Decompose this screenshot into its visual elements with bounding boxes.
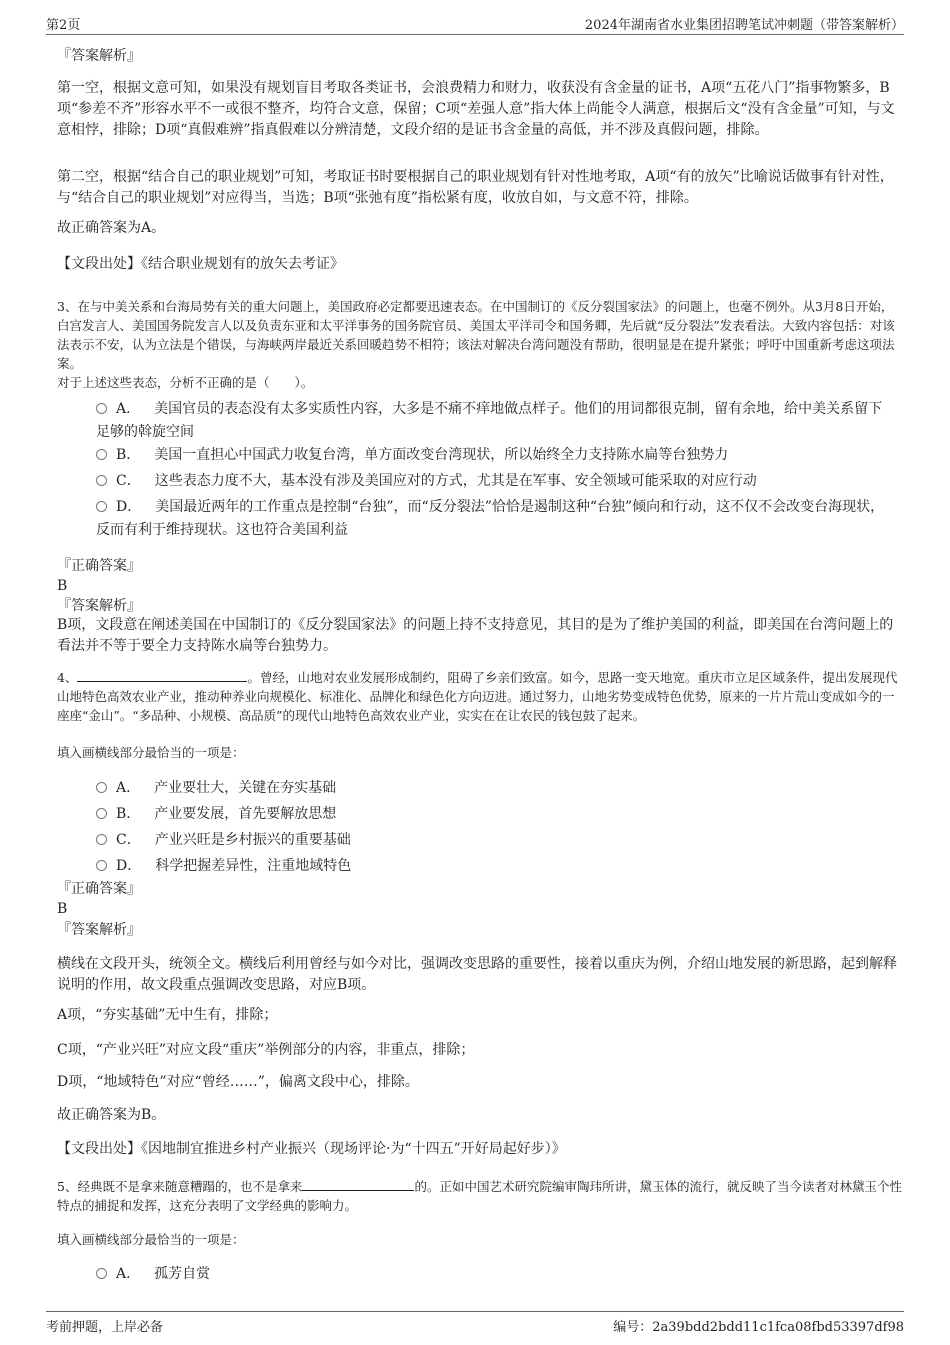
q4-answer: B xyxy=(57,901,68,917)
q5-prompt: 填入画横线部分最恰当的一项是： xyxy=(57,1232,245,1247)
radio-icon[interactable] xyxy=(96,860,107,871)
q4-analysis-1: 横线在文段开头，统领全文。横线后利用曾经与如今对比，强调改变思路的重要性，接着以重庆为例，介绍山地发展的新思路，起到解释说明的作用，故文段重点强调改变思路，对应B项。 xyxy=(57,956,897,993)
q5-stem: 5、经典既不是拿来随意糟蹋的，也不是拿来 的。正如中国艺术研究院编审陶玮所讲，黛玉体的流行，就反映了当今读者对林黛玉个性特点的捕捉和发挥，这充分表明了文学经典的影响力。 xyxy=(57,1176,902,1215)
page-footer xyxy=(46,1311,904,1337)
q3-answer-label: 『正确答案』 xyxy=(57,558,141,574)
footer-slogan: 考前押题，上岸必备 xyxy=(46,1320,164,1335)
fill-blank xyxy=(302,1176,414,1191)
q3-prompt: 对于上述这些表态，分析不正确的是（ ）。 xyxy=(57,375,314,390)
q3-option-d[interactable]: D． 美国最近两年的工作重点是控制“台独”，而“反分裂法”恰恰是遏制这种“台独”倾向和行动，这不仅不会改变台海现状，反而有利于维持现状。这也符合美国利益 xyxy=(96,499,885,538)
q4-option-a[interactable]: A． 产业要壮大，关键在夯实基础 xyxy=(96,777,896,800)
page-number: 第2页 xyxy=(46,18,81,33)
radio-icon[interactable] xyxy=(96,808,107,819)
q4-prompt: 填入画横线部分最恰当的一项是： xyxy=(57,745,245,760)
page-header xyxy=(46,14,904,35)
q3-stem: 3、在与中美关系和台海局势有关的重大问题上，美国政府必定都要迅速表态。在中国制订的《反分裂国家法》的问题上，也毫不例外。从3月8日开始，白宫发言人、美国国务院发言人以及负责东亚和太平洋事务的国务院官员、美国太平洋司令和国务卿，先后就“反分裂法”发表看法。大致内容包括：对该法表示不安，认为立法是个错误，与海峡两岸最近关系回暖趋势不相符；该法对解决台湾问题没有帮助，很明显是在提升紧张；呼吁中国重新考虑这项法案。 xyxy=(57,299,895,371)
radio-icon[interactable] xyxy=(96,475,107,486)
q4-stem: 4、 。曾经，山地对农业发展形成制约，阻碍了乡亲们致富。如今，思路一变天地宽。重庆市立足区域条件，提出发展现代山地特色高效农业产业，推动种养业向规模化、标准化、品牌化和绿色化方向迈进。通过努力，山地劣势变成特色优势，原来的一片片荒山变成如今的一座座“金山”。“多品种、小规模、高品质”的现代山地特色高效农业产业，实实在在让农民的钱包鼓了起来。 xyxy=(57,667,902,725)
q3-option-b[interactable]: B． 美国一直担心中国武力收复台湾，单方面改变台湾现状，所以始终全力支持陈水扁等台独势力 xyxy=(96,444,896,467)
radio-icon[interactable] xyxy=(96,501,107,512)
q4-analysis-label: 『答案解析』 xyxy=(57,922,141,938)
q2-analysis-para2: 第二空，根据“结合自己的职业规划”可知，考取证书时要根据自己的职业规划有针对性地考取，A项“有的放矢”比喻说话做事有针对性，与“结合自己的职业规划”对应得当，当选；B项“张弛有度”指松紧有度，收放自如，与文意不符，排除。 xyxy=(57,169,894,206)
q3-analysis-label: 『答案解析』 xyxy=(57,598,141,614)
q3-answer: B xyxy=(57,578,68,594)
q2-source: 【文段出处】《结合职业规划有的放矢去考证》 xyxy=(57,256,344,272)
q4-option-d[interactable]: D． 科学把握差异性，注重地域特色 xyxy=(96,855,896,878)
q5-option-a[interactable]: A． 孤芳自赏 xyxy=(96,1263,896,1286)
q4-analysis-3: C项，“产业兴旺”对应文段“重庆”举例部分的内容，非重点，排除； xyxy=(57,1042,475,1058)
document-title: 2024年湖南省水业集团招聘笔试冲刺题（带答案解析） xyxy=(584,18,904,33)
radio-icon[interactable] xyxy=(96,449,107,460)
q2-analysis-para1: 第一空，根据文意可知，如果没有规划盲目考取各类证书，会浪费精力和财力，收获没有含金量的证书，A项“五花八门”指事物繁多，B项“参差不齐”形容水平不一或很不整齐，均符合文意，保留；C项“差强人意”指大体上尚能令人满意，根据后文“没有含金量”可知，与文意相悖，排除；D项“真假难辨”指真假难以分辨清楚，文段介绍的是证书含金量的高低，并不涉及真假问题，排除。 xyxy=(57,80,895,138)
q4-option-c[interactable]: C． 产业兴旺是乡村振兴的重要基础 xyxy=(96,829,896,852)
radio-icon[interactable] xyxy=(96,403,107,414)
q2-conclusion: 故正确答案为A。 xyxy=(57,220,166,236)
q4-source: 【文段出处】《因地制宜推进乡村产业振兴（现场评论·为“十四五”开好局起好步）》 xyxy=(57,1141,566,1157)
q4-analysis-2: A项，“夯实基础”无中生有，排除； xyxy=(57,1007,278,1023)
q3-option-a[interactable]: A． 美国官员的表态没有太多实质性内容，大多是不痛不痒地做点样子。他们的用词都很克制，留有余地，给中美关系留下足够的斡旋空间 xyxy=(96,401,883,440)
radio-icon[interactable] xyxy=(96,1268,107,1279)
radio-icon[interactable] xyxy=(96,834,107,845)
q3-option-c[interactable]: C． 这些表态力度不大，基本没有涉及美国应对的方式，尤其是在军事、安全领域可能采取的对应行动 xyxy=(96,470,896,493)
document-id: 编号：2a39bdd2bdd11c1fca08fbd53397df98 xyxy=(613,1320,904,1335)
q3-analysis: B项，文段意在阐述美国在中国制订的《反分裂国家法》的问题上持不支持意见，其目的是为了维护美国的利益，即美国在台湾问题上的看法并不等于要全力支持陈水扁等台独势力。 xyxy=(57,617,894,654)
fill-blank xyxy=(77,667,247,682)
q2-analysis-label: 『答案解析』 xyxy=(57,48,141,64)
q4-conclusion: 故正确答案为B。 xyxy=(57,1107,166,1123)
q4-answer-label: 『正确答案』 xyxy=(57,881,141,897)
q4-option-b[interactable]: B． 产业要发展，首先要解放思想 xyxy=(96,803,896,826)
q4-analysis-4: D项，“地域特色”对应“曾经……”，偏离文段中心，排除。 xyxy=(57,1074,419,1090)
radio-icon[interactable] xyxy=(96,782,107,793)
